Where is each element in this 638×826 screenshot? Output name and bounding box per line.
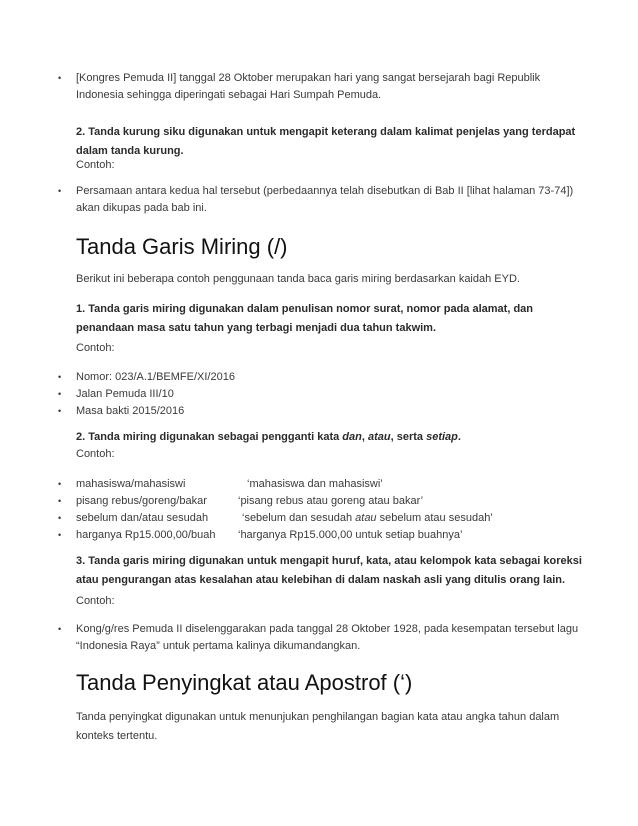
- bullet-icon: •: [58, 513, 62, 523]
- list-item-right: ‘harganya Rp15.000,00 untuk setiap buahnya’: [238, 529, 463, 541]
- rule-g3: [76, 552, 582, 590]
- contoh-label: Contoh:: [76, 159, 115, 171]
- list-item-line: [Kongres Pemuda II] tanggal 28 Oktober merupakan hari yang sangat bersejarah bagi Republik: [76, 72, 541, 84]
- bullet-icon: •: [58, 530, 62, 540]
- rule-line: atau pengurangan atas kesalahan atau kelebihan di dalam naskah asli yang ditulis orang lain.: [76, 574, 566, 586]
- bullet-icon: •: [58, 624, 62, 634]
- paragraph-line: konteks tertentu.: [76, 730, 158, 742]
- bullet-icon: •: [58, 406, 62, 416]
- list-item-line: Indonesia sehingga diperingati sebagai Hari Sumpah Pemuda.: [76, 89, 382, 101]
- contoh-label: Contoh:: [76, 342, 115, 354]
- heading-garis-miring: Tanda Garis Miring (/): [76, 234, 288, 259]
- bullet-icon: •: [58, 479, 62, 489]
- contoh-label: Contoh:: [76, 448, 115, 460]
- list-item: Masa bakti 2015/2016: [76, 405, 185, 417]
- rule-line: 1. Tanda garis miring digunakan dalam penulisan nomor surat, nomor pada alamat, dan: [76, 303, 533, 315]
- list-item: [76, 70, 540, 104]
- rule-line: dalam tanda kurung.: [76, 145, 184, 157]
- list-item: Nomor: 023/A.1/BEMFE/XI/2016: [76, 371, 235, 383]
- heading-apostrof: Tanda Penyingkat atau Apostrof (‘): [76, 670, 413, 695]
- list-item-line: “Indonesia Raya” untuk pertama kalinya dikumandangkan.: [76, 640, 361, 652]
- bullet-icon: •: [58, 186, 62, 196]
- rule-line: 2. Tanda kurung siku digunakan untuk mengapit keterang dalam kalimat penjelas yang terdapat: [76, 126, 576, 138]
- paragraph-line: Tanda penyingkat digunakan untuk menunjukan penghilangan bagian kata atau angka tahun dalam: [76, 711, 560, 723]
- intro-apostrof: [76, 708, 559, 746]
- rule-line: penandaan masa satu tahun yang terbagi menjadi dua tahun takwim.: [76, 322, 437, 334]
- list-item: Jalan Pemuda III/10: [76, 388, 174, 400]
- list-item-right: ‘mahasiswa dan mahasiswi’: [247, 478, 383, 490]
- list-item-left: harganya Rp15.000,00/buah: [76, 529, 216, 541]
- rule-g2: 2. Tanda miring digunakan sebagai pengganti kata dan, atau, serta setiap.: [76, 431, 461, 443]
- em-setiap: setiap: [426, 431, 458, 443]
- list-item-left: pisang rebus/goreng/bakar: [76, 495, 207, 507]
- list-item-left: mahasiswa/mahasiswi: [76, 478, 186, 490]
- em-dan: dan: [342, 431, 362, 443]
- list-item-line: Persamaan antara kedua hal tersebut (perbedaannya telah disebutkan di Bab II [lihat halaman 73-74]): [76, 185, 574, 197]
- em-atau: atau: [367, 431, 391, 443]
- list-item: [76, 183, 573, 217]
- list-item-right: ‘pisang rebus atau goreng atau bakar’: [238, 495, 424, 507]
- list-item-right: ‘sebelum dan sesudah atau sebelum atau sesudah’: [242, 512, 493, 524]
- list-item-left: sebelum dan/atau sesudah: [76, 512, 209, 524]
- list-item-line: Kong/g/res Pemuda II diselenggarakan pada tanggal 28 Oktober 1928, pada kesempatan tersebut lagu: [76, 623, 579, 635]
- intro-garis-miring: Berikut ini beberapa contoh penggunaan tanda baca garis miring berdasarkan kaidah EYD.: [76, 273, 520, 285]
- bullet-icon: •: [58, 496, 62, 506]
- bullet-icon: •: [58, 372, 62, 382]
- list-item: [76, 621, 578, 655]
- rule-2: [76, 123, 575, 161]
- rule-line: 3. Tanda garis miring digunakan untuk mengapit huruf, kata, atau kelompok kata sebagai koreksi: [76, 555, 582, 567]
- bullet-icon: •: [58, 389, 62, 399]
- em-atau: atau: [355, 512, 377, 524]
- bullet-icon: •: [58, 73, 62, 83]
- contoh-label: Contoh:: [76, 595, 115, 607]
- rule-g1: [76, 300, 533, 338]
- list-item-line: akan dikupas pada bab ini.: [76, 202, 207, 214]
